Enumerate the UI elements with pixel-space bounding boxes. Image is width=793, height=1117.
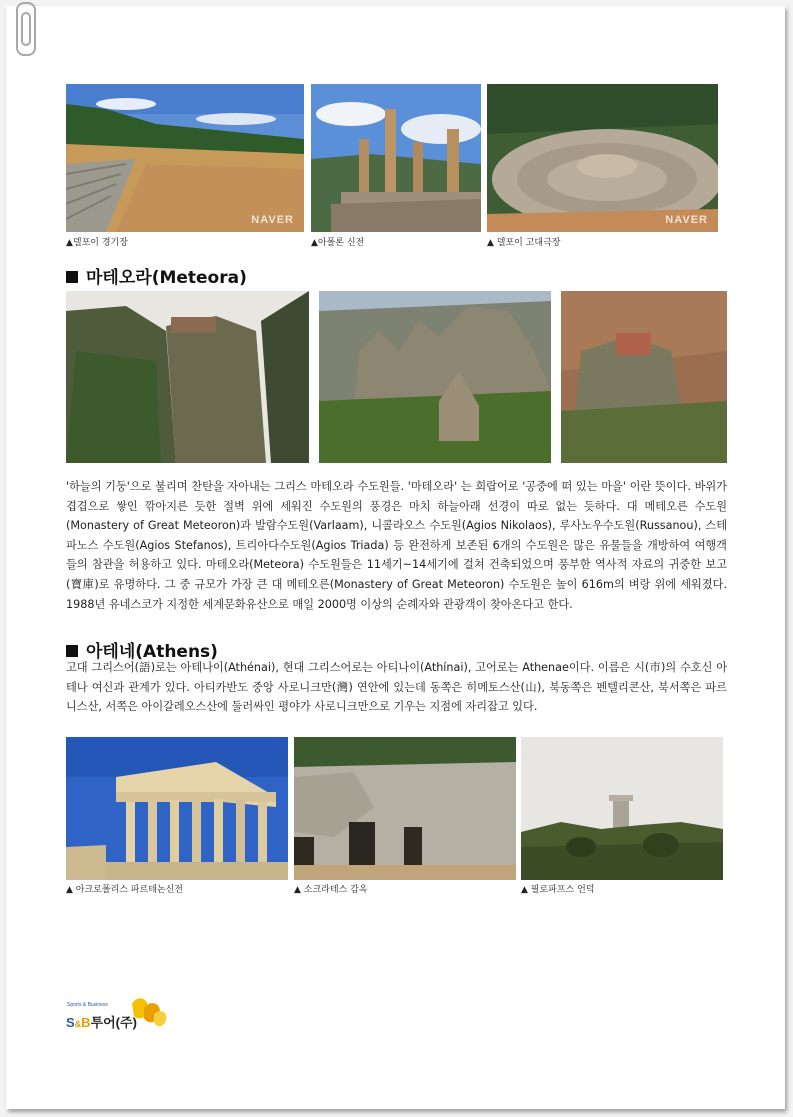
logo-korean: 투어(주) (90, 1015, 137, 1030)
philopappos-hill-caption: ▲ 필로파프스 언덕 (521, 885, 595, 895)
meteora-photo-1 (66, 291, 309, 463)
naver-watermark: NAVER (251, 214, 294, 226)
bullet-square-icon (66, 271, 78, 283)
delphi-theater-caption: ▲ 델포이 고대극장 (487, 238, 561, 248)
meteora-photo-2 (319, 291, 551, 463)
logo-s: S (66, 1015, 75, 1030)
parthenon-caption: ▲ 아크로폴리스 파르테논신전 (66, 885, 183, 895)
naver-watermark-2: NAVER (665, 214, 708, 226)
parthenon-photo (66, 737, 288, 880)
sb-tour-logo (66, 996, 176, 1036)
meteora-heading-text: 마테오라(Meteora) (86, 268, 247, 288)
meteora-description: '하늘의 기둥'으로 불리며 찬탄을 자아내는 그리스 마테오라 수도원들. '마테오라' 는 희랍어로 '공중에 떠 있는 마을' 이란 뜻이다. 바위가 겹겹으로 쌓인 깎아지른 듯한 절벽 위에 세워진 수도원의 풍경은 마치 하늘아래 선경이 따로 없는 듯하다. 대 메테오른 수도원(Monastery of Great Meteoron)과 발람수도원(Varlaam), 니콜라오스 수도원(Agios Nikolaos), 루사노우수도원(Russanou), 스테파노스 수도원(Agios Stefanos), 트리아다수도원(Agios Triada) 등 완전하게 보존된 6개의 수도원은 많은 유물들을 개방하여 여행객들의 참관을 허용하고 있다. 마테오라(Meteora) 수도원들은 11세기~14세기에 걸쳐 건축되었으며 풍부한 역사적 자료의 귀중한 보고(寶庫)로 유명하다. 그 중 규모가 가장 큰 대 메테오른(Monastery of Great Meteoron) 수도원은 높이 616m의 벼랑 위에 세워졌다. 1988년 유네스코가 지정한 세계문화유산으로 매일 2000명 이상의 순례자와 관광객이 찾아온다고 한다. (66, 480, 727, 611)
socrates-prison-photo (294, 737, 516, 880)
apollo-temple-photo (311, 84, 481, 232)
athens-heading-text: 아테네(Athens) (86, 642, 218, 662)
socrates-prison-caption: ▲ 소크라테스 감옥 (294, 885, 368, 895)
logo-amp: & (74, 1019, 82, 1029)
bullet-square-icon-2 (66, 645, 78, 657)
logo-wordmark (66, 1012, 137, 1031)
logo-b: B (81, 1015, 91, 1030)
delphi-stadium-caption: ▲델포이 경기장 (66, 238, 128, 248)
meteora-heading (66, 263, 247, 288)
apollo-temple-caption: ▲아폴론 신전 (311, 238, 365, 248)
athens-description: 고대 그리스어(語)로는 아테나이(Athénai), 현대 그리스어로는 아티나이(Athínai), 고어로는 Athenae이다. 이름은 시(市)의 수호신 아테나 여신과 관계가 있다. 아티카반도 중앙 사로니크만(灣) 연안에 있는데 동쪽은 히메토스산(山), 북동쪽은 펜텔리콘산, 북서쪽은 파르니스산, 서쪽은 아이갈레오스산에 둘러싸인 평야가 사로니크만으로 기우는 지점에 자리잡고 있다. (66, 661, 727, 714)
philopappos-hill-photo (521, 737, 723, 880)
meteora-photo-3 (561, 291, 727, 463)
delphi-stadium-photo (66, 84, 304, 232)
paperclip-icon (16, 2, 36, 56)
delphi-theater-photo (487, 84, 718, 232)
logo-tagline: Sports & Business (67, 1002, 108, 1008)
